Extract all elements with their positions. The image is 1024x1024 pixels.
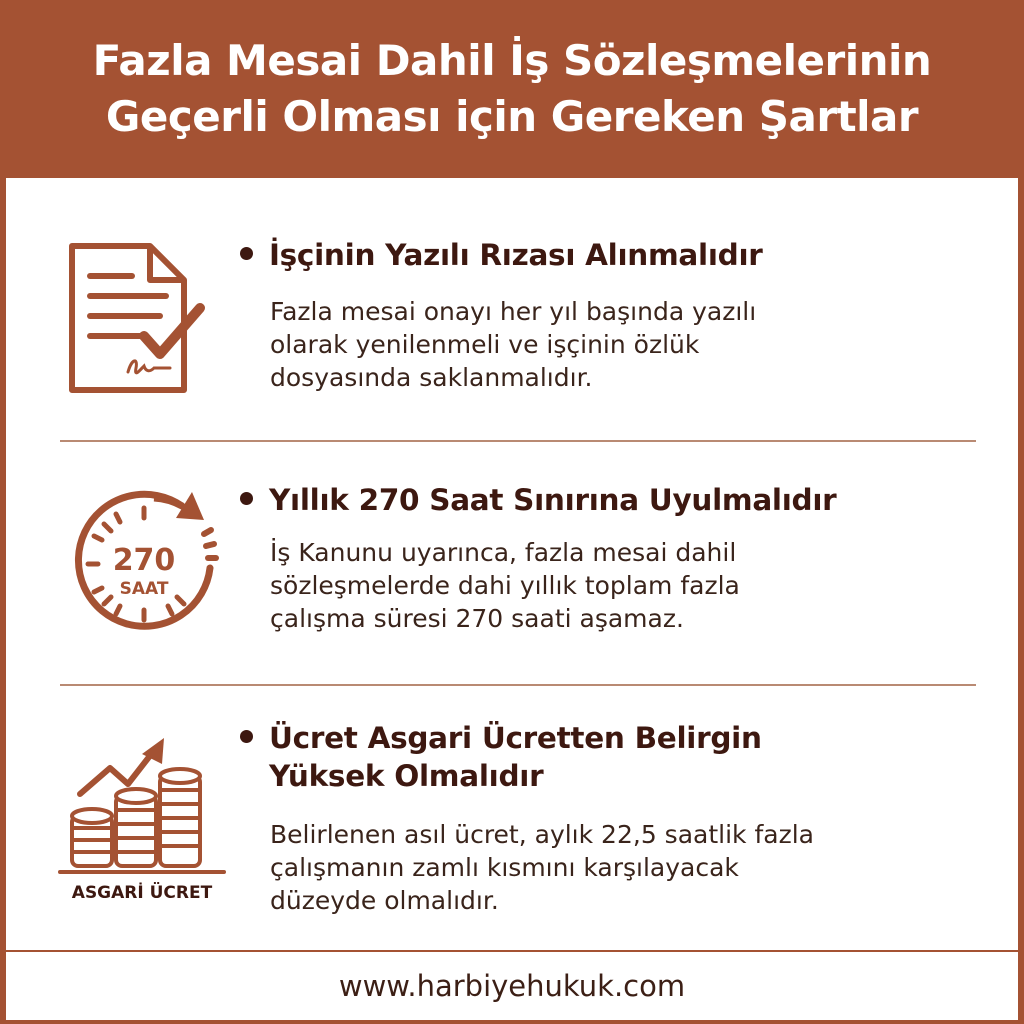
bullet: [240, 730, 253, 743]
website-link[interactable]: www.harbiyehukuk.com: [338, 969, 686, 1003]
icon-number: 270: [112, 543, 176, 578]
icon-unit: SAAT: [119, 579, 169, 599]
requirement-description: Belirlenen asıl ücret, aylık 22,5 saatlik fazla çalışmanın zamlı kısmını karşılayacak düzeyde olmalıdır.: [270, 820, 814, 915]
requirement-description: Fazla mesai onayı her yıl başında yazılı olarak yenilenmeli ve işçinin özlük dosyasında saklanmalıdır.: [270, 297, 757, 392]
requirement-heading-line2: Yüksek Olmalıdır: [269, 759, 544, 793]
bullet: [240, 247, 253, 260]
header-banner: [0, 0, 1024, 178]
requirement-heading: Ücret Asgari Ücretten Belirgin Yüksek Olmalıdır: [240, 719, 762, 795]
bullet: [240, 492, 253, 505]
icon-caption: ASGARİ ÜCRET: [71, 883, 213, 903]
signed-document-check-icon: [66, 240, 206, 400]
clock-270-hours-icon: [64, 484, 224, 638]
content-panel: [6, 178, 1018, 950]
coin-stacks-growth-arrow-icon: [52, 734, 232, 906]
section-divider: [60, 440, 976, 442]
requirement-description: İş Kanunu uyarınca, fazla mesai dahil sözleşmelerde dahi yıllık toplam fazla çalışma süresi 270 saati aşamaz.: [270, 538, 740, 633]
section-divider: [60, 684, 976, 686]
requirement-heading: İşçinin Yazılı Rızası Alınmalıdır: [240, 236, 763, 274]
page-title: Fazla Mesai Dahil İş Sözleşmelerinin Geçerli Olması için Gereken Şartlar: [92, 36, 932, 141]
requirement-heading: Yıllık 270 Saat Sınırına Uyulmalıdır: [240, 481, 836, 519]
footer: [6, 952, 1018, 1020]
